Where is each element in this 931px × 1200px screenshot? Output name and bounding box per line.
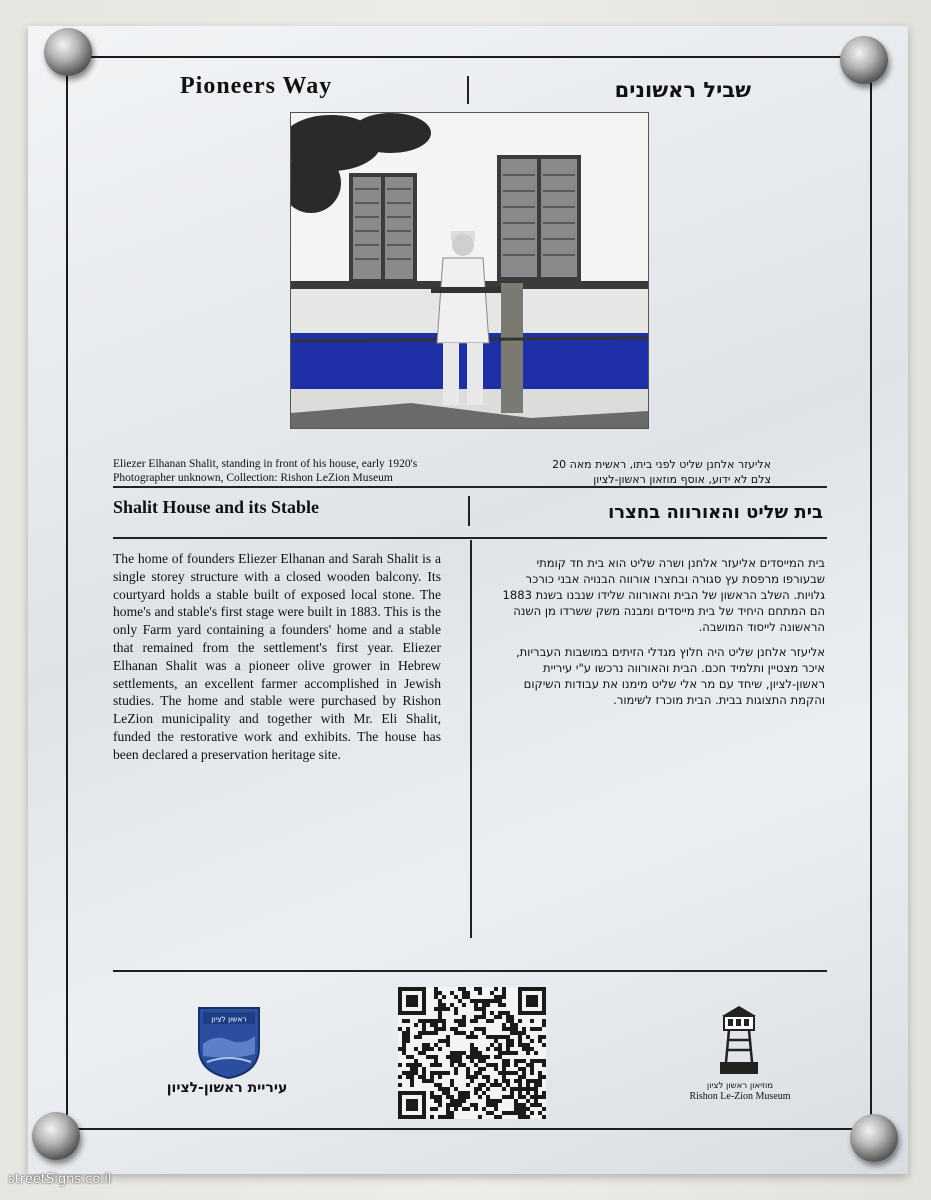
caption-he-line-2: צלם לא ידוע, אוסף מוזאון ראשון-לציון <box>593 473 771 486</box>
historic-photo <box>290 112 649 429</box>
house-photo-illustration <box>291 113 648 428</box>
caption-divider <box>113 486 827 488</box>
qr-code[interactable] <box>398 986 546 1120</box>
municipality-name: עיריית ראשון-לציון <box>166 1080 288 1096</box>
museum-name-hebrew: מוזיאון ראשון לציון <box>706 1081 774 1091</box>
caption-line-2: Photographer unknown, Collection: Rishon LeZion Museum <box>113 472 393 484</box>
plaque-title-english: Pioneers Way <box>180 73 333 99</box>
footer-divider <box>113 970 827 972</box>
column-divider <box>470 540 472 938</box>
subtitle-divider <box>468 496 470 526</box>
plaque-title-hebrew: שביל ראשונים <box>614 78 751 102</box>
section-title-hebrew: בית שליט והאורווה בחצרו <box>608 502 823 523</box>
title-divider <box>467 76 469 104</box>
bolt-bottom-left <box>32 1112 80 1160</box>
museum-tower-icon <box>716 1004 762 1076</box>
site-watermark: streetSigns.co.il <box>8 1172 112 1187</box>
caption-line-1: Eliezer Elhanan Shalit, standing in front of his house, early 1920's <box>113 458 418 470</box>
bolt-top-left <box>44 28 92 76</box>
museum-name-english: Rishon Le-Zion Museum <box>689 1091 791 1102</box>
crest-text: ראשון לציון <box>211 1014 247 1024</box>
body-text-english: The home of founders Eliezer Elhanan and Sarah Shalit is a single storey structure with a closed wooden balcony. Its courtyard holds a stable built of exposed local stone. The home's and stable's first stage were built in 1883. This is the only Farm yard containing a founders' home and a stable that remained from the settlement's first year. Eliezer Elhanan Shalit was a pioneer olive grower in Hebrew settlements, an excellent farmer accomplished in Jewish studies. The home and stable were purchased by Rishon LeZion municipality and together with Mr. Eli Shalit, funded the restorative work and exhibits. The house has been declared a preservation heritage site. <box>113 551 441 762</box>
body-he-paragraph-2: אליעזר אלחנן שליט היה חלוץ מגדלי הזיתים במושבות העבריות, איכר מצטיין ותלמיד חכם. הבית והאורווה נרכשו ע"י עיריית ראשון-לציון, שיחד עם מר אלי שליט מימנו את עבודות השיקום והקמת התצוגות בבית. הבית מוכרז לשימור. <box>516 645 825 707</box>
city-crest-icon <box>195 1004 263 1080</box>
bolt-top-right <box>840 36 888 84</box>
body-text-hebrew <box>495 555 825 717</box>
photo-caption-english <box>113 457 443 485</box>
body-he-paragraph-1: בית המייסדים אליעזר אלחנן ושרה שליט הוא בית חד קומתי שבעורפו מרפסת עץ סגורה ובחצרו אורווה הבנויה אבני כורכר גלויות. השלב הראשון של הבית והאורווה שלידו שנבנו בשנת 1883 הם המתחם היחיד של בית מייסדים ומבנה משק ששרדו מן השנה הראשונה לייסוד המושבה. <box>502 556 825 634</box>
subtitle-underline <box>113 537 827 539</box>
caption-he-line-1: אליעזר אלחנן שליט לפני ביתו, ראשית מאה 20 <box>552 458 771 471</box>
bolt-bottom-right <box>850 1114 898 1162</box>
section-title-english: Shalit House and its Stable <box>113 497 320 517</box>
photo-caption-hebrew <box>441 457 771 487</box>
